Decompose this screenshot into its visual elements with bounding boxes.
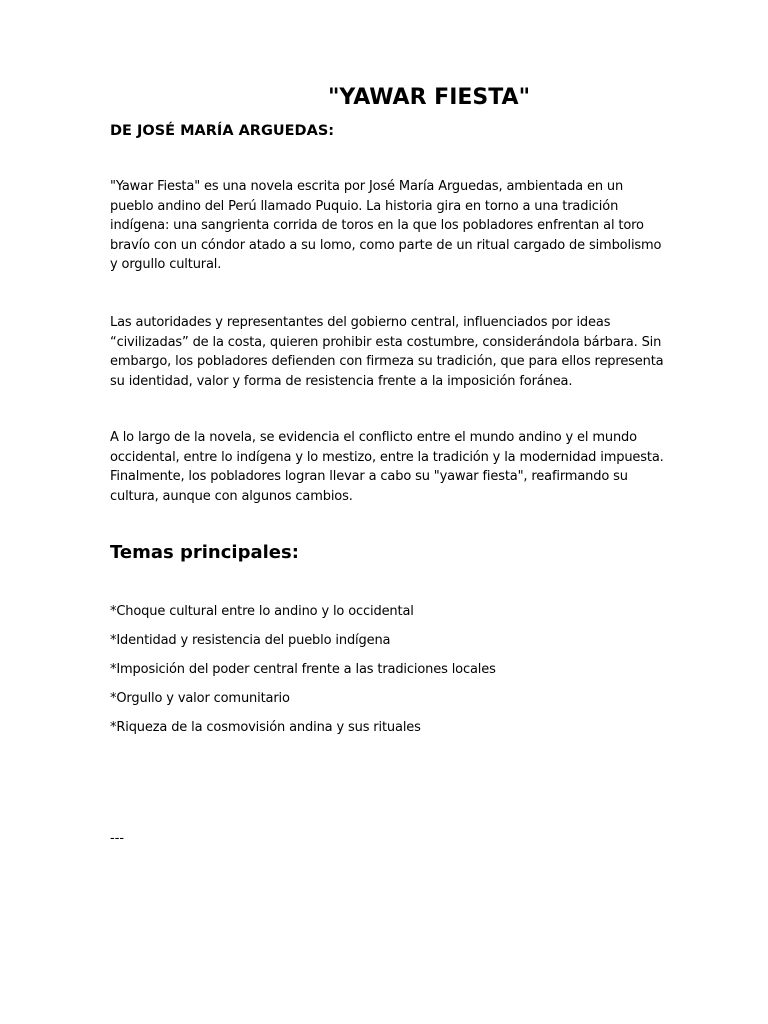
themes-heading: Temas principales: (110, 542, 299, 563)
separator: --- (110, 831, 125, 846)
list-item: *Orgullo y valor comunitario (110, 691, 290, 706)
document-subtitle: DE JOSÉ MARÍA ARGUEDAS: (110, 123, 335, 139)
paragraph-resolution: A lo largo de la novela, se evidencia el conflicto entre el mundo andino y el mundo occidental, entre lo indígena y lo mestizo, entre la tradición y la modernidad impuesta. Finalmente, los pobladores logran llevar a cabo su "yawar fiesta", reafirmando su cultura, aunque con algunos cambios. (110, 430, 664, 504)
list-item: *Imposición del poder central frente a las tradiciones locales (110, 662, 496, 677)
list-item: *Identidad y resistencia del pueblo indígena (110, 633, 391, 648)
paragraph-conflict: Las autoridades y representantes del gobierno central, influenciados por ideas “civilizadas” de la costa, quieren prohibir esta costumbre, considerándola bárbara. Sin embargo, los pobladores defienden con firmeza su tradición, que para ellos representa su identidad, valor y forma de resistencia frente a la imposición foránea. (110, 315, 664, 389)
list-item: *Choque cultural entre lo andino y lo occidental (110, 604, 414, 619)
document-title: "YAWAR FIESTA" (327, 85, 531, 110)
themes-list (110, 602, 496, 747)
list-item: *Riqueza de la cosmovisión andina y sus rituales (110, 720, 421, 735)
paragraph-summary: "Yawar Fiesta" es una novela escrita por José María Arguedas, ambientada en un pueblo andino del Perú llamado Puquio. La historia gira en torno a una tradición indígena: una sangrienta corrida de toros en la que los pobladores enfrentan al toro bravío con un cóndor atado a su lomo, como parte de un ritual cargado de simbolismo y orgullo cultural. (110, 179, 662, 272)
